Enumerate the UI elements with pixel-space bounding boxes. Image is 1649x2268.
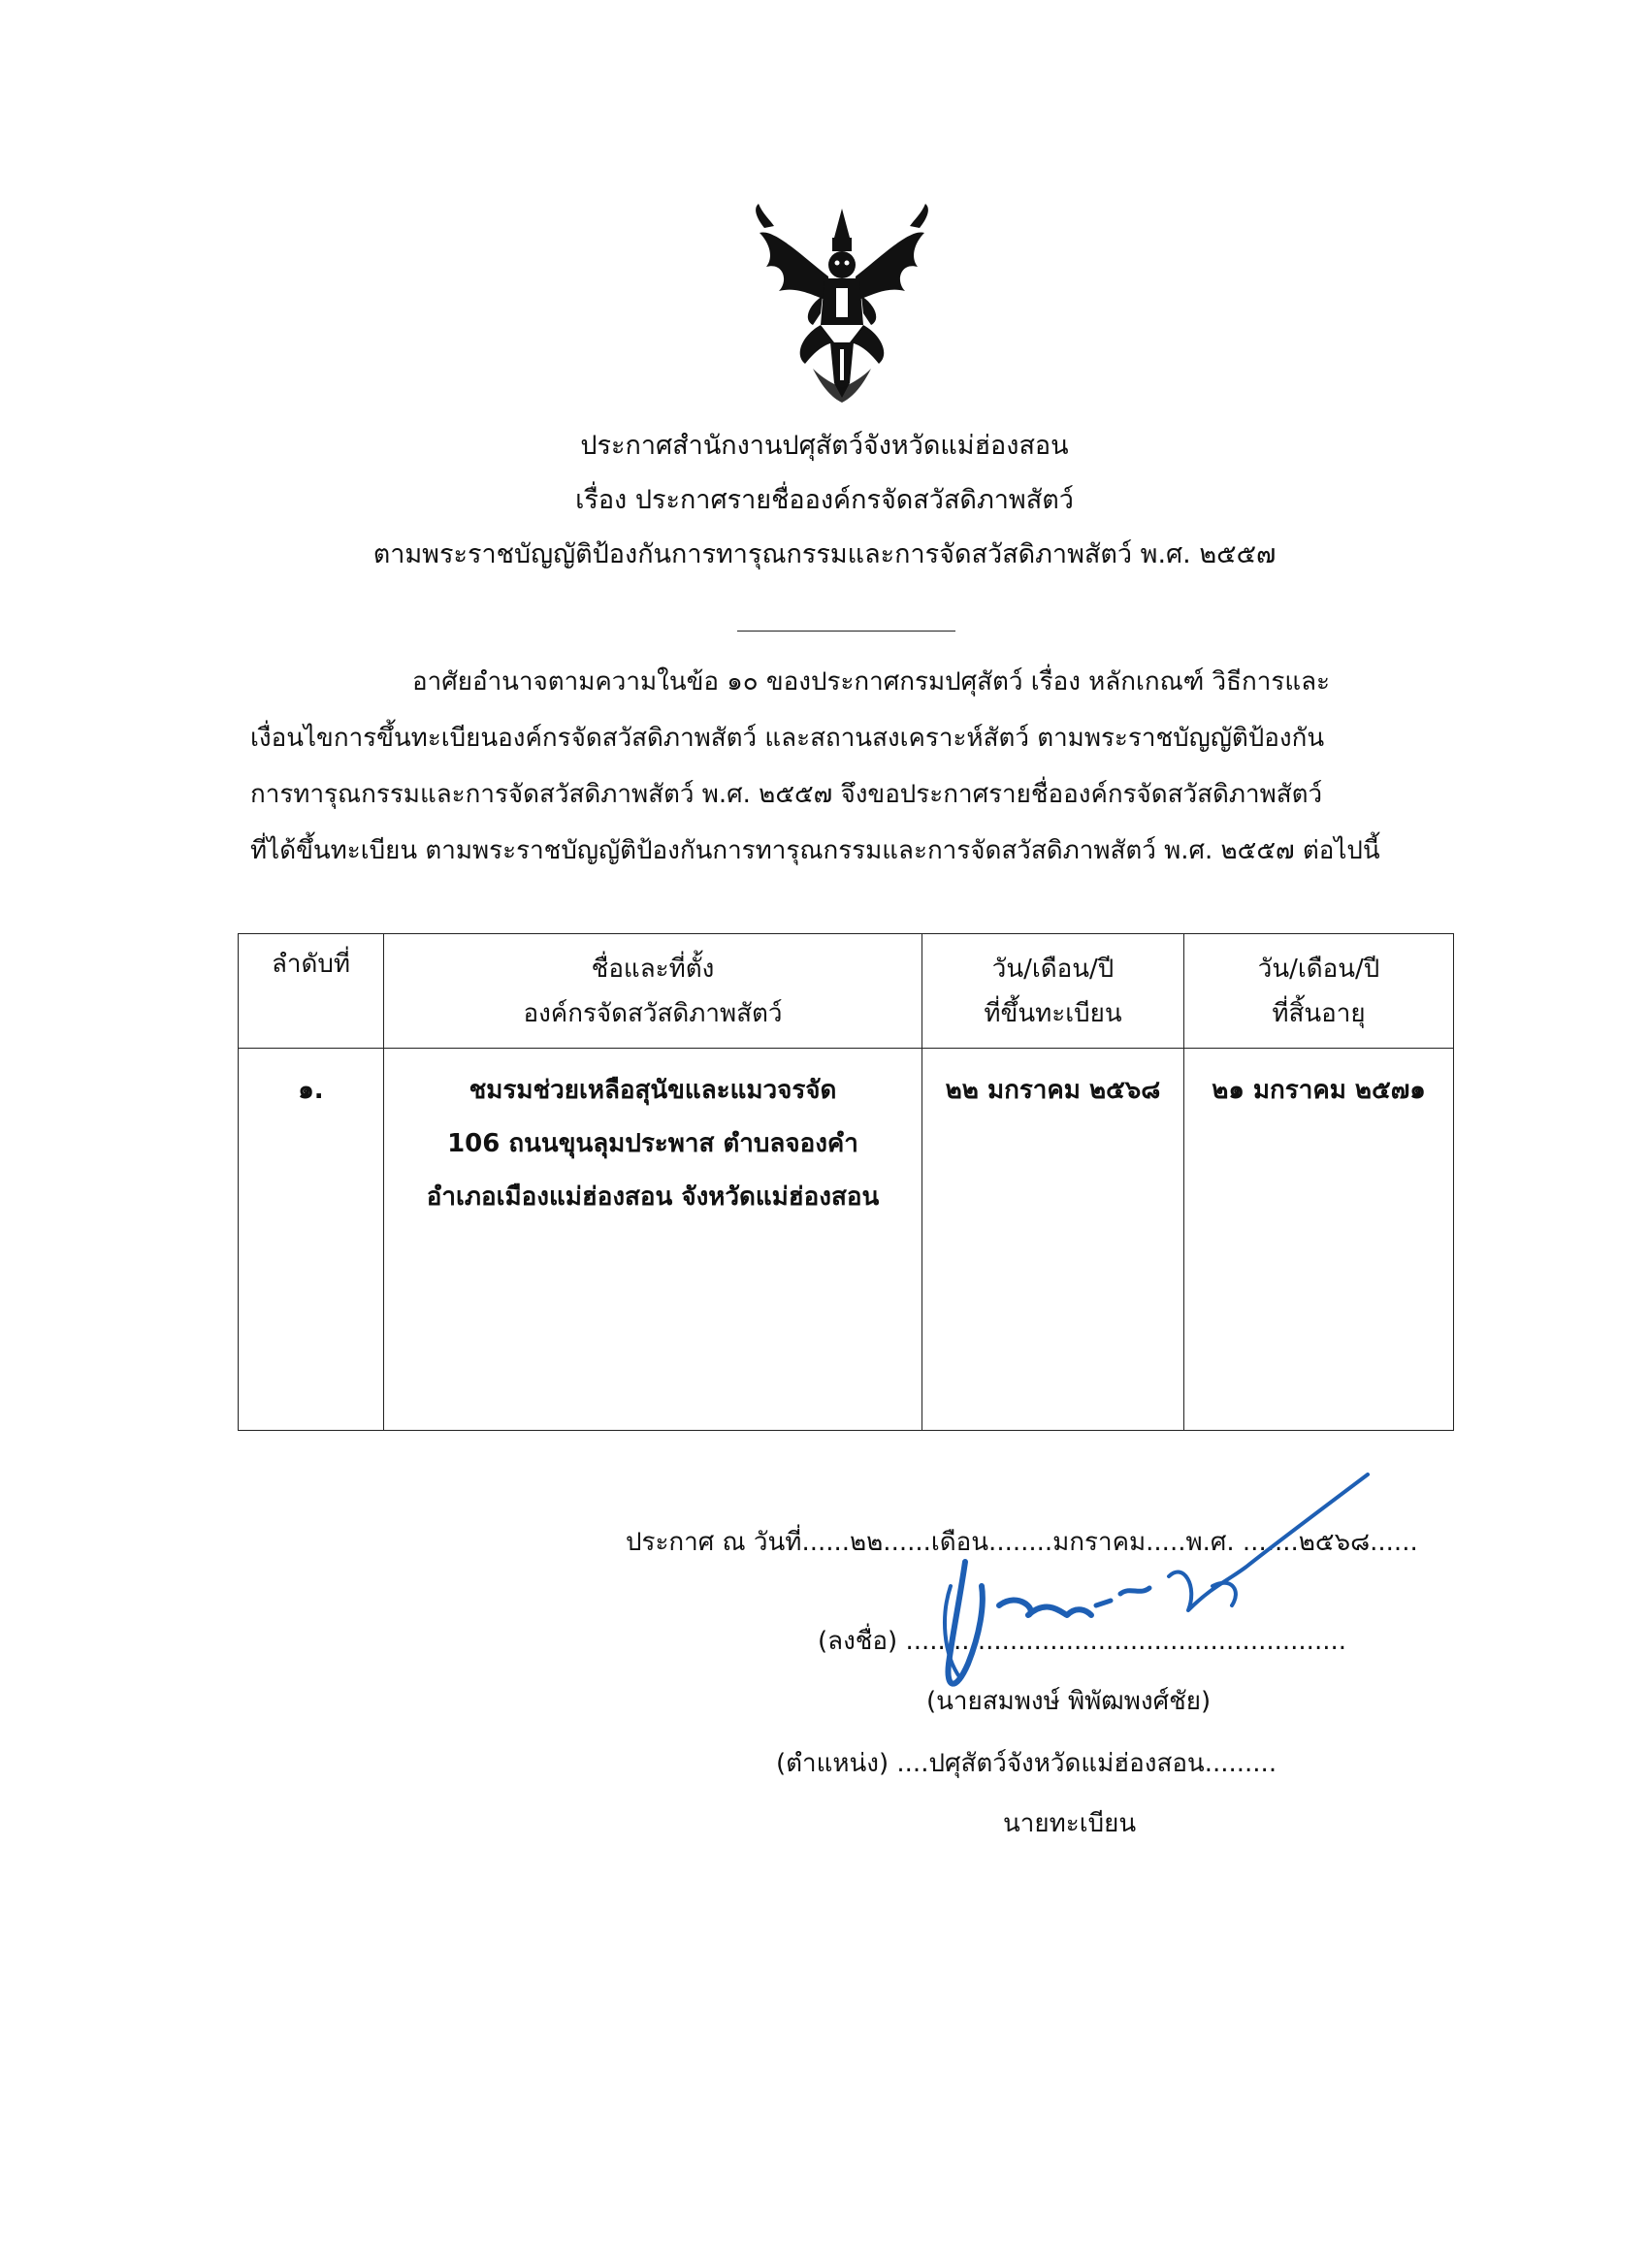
registration-table [238,933,1454,1431]
row-expiry-date: ๒๑ มกราคม ๒๕๗๑ [1184,1049,1454,1431]
table-header-row [239,934,1454,1049]
announcement-title: ประกาศสำนักงานปศุสัตว์จังหวัดแม่ฮ่องสอน [580,431,1069,461]
row-name-address [384,1049,922,1431]
table-row [239,1049,1454,1431]
body-line-2: เงื่อนไขการขึ้นทะเบียนองค์กรจัดสวัสดิภาพสัตว์ และสถานสงเคราะห์สัตว์ ตามพระราชบัญญัติป้องกัน [250,724,1325,753]
header-no: ลำดับที่ [239,934,384,1049]
header-expires [1184,934,1454,1049]
body-line-4: ที่ได้ขึ้นทะเบียน ตามพระราชบัญญัติป้องกันการทารุณกรรมและการจัดสวัสดิภาพสัตว์ พ.ศ. ๒๕๕๗ ต่อไปนี้ [250,836,1380,865]
signer-name: (นายสมพงษ์ พิพัฒพงศ์ชัย) [926,1687,1212,1716]
sign-line: (ลงชื่อ) ....................................................... [818,1627,1346,1656]
signer-position: (ตำแหน่ง) ....ปศุสัตว์จังหวัดแม่ฮ่องสอน......... [776,1749,1277,1778]
header-expires-line2: ที่สิ้นอายุ [1272,998,1366,1028]
header-divider [737,631,955,632]
body-line-1: อาศัยอำนาจตามความในข้อ ๑๐ ของประกาศกรมปศุสัตว์ เรื่อง หลักเกณฑ์ วิธีการและ [412,667,1330,697]
handwritten-signature [922,1470,1377,1736]
row-registered-date: ๒๒ มกราคม ๒๕๖๘ [922,1049,1184,1431]
header-registered-line1: วัน/เดือน/ปี [991,954,1115,984]
header-name-line2: องค์กรจัดสวัสดิภาพสัตว์ [523,998,783,1028]
announcement-act: ตามพระราชบัญญัติป้องกันการทารุณกรรมและการจัดสวัสดิภาพสัตว์ พ.ศ. ๒๕๕๗ [372,539,1277,569]
header-expires-line1: วัน/เดือน/ปี [1257,954,1380,984]
signer-title: นายทะเบียน [1003,1809,1137,1838]
header-registered [922,934,1184,1049]
garuda-emblem-icon [745,199,939,407]
org-name: ชมรมช่วยเหลือสุนัขและแมวจรจัด [469,1076,837,1105]
header-name-address [384,934,922,1049]
header-registered-line2: ที่ขึ้นทะเบียน [984,998,1122,1028]
announce-date: ประกาศ ณ วันที่......๒๒......เดือน........มกราคม.....พ.ศ. .......๒๕๖๘...... [626,1528,1418,1557]
header-name-line1: ชื่อและที่ตั้ง [591,954,715,984]
org-address-line1: 106 ถนนขุนลุมประพาส ตำบลจองคำ [447,1129,858,1158]
announcement-subject: เรื่อง ประกาศรายชื่อองค์กรจัดสวัสดิภาพสัตว์ [575,485,1074,515]
row-no: ๑. [239,1049,384,1431]
body-line-3: การทารุณกรรมและการจัดสวัสดิภาพสัตว์ พ.ศ. ๒๕๕๗ จึงขอประกาศรายชื่อองค์กรจัดสวัสดิภาพสัตว์ [250,780,1323,809]
org-address-line2: อำเภอเมืองแม่ฮ่องสอน จังหวัดแม่ฮ่องสอน [426,1183,880,1212]
